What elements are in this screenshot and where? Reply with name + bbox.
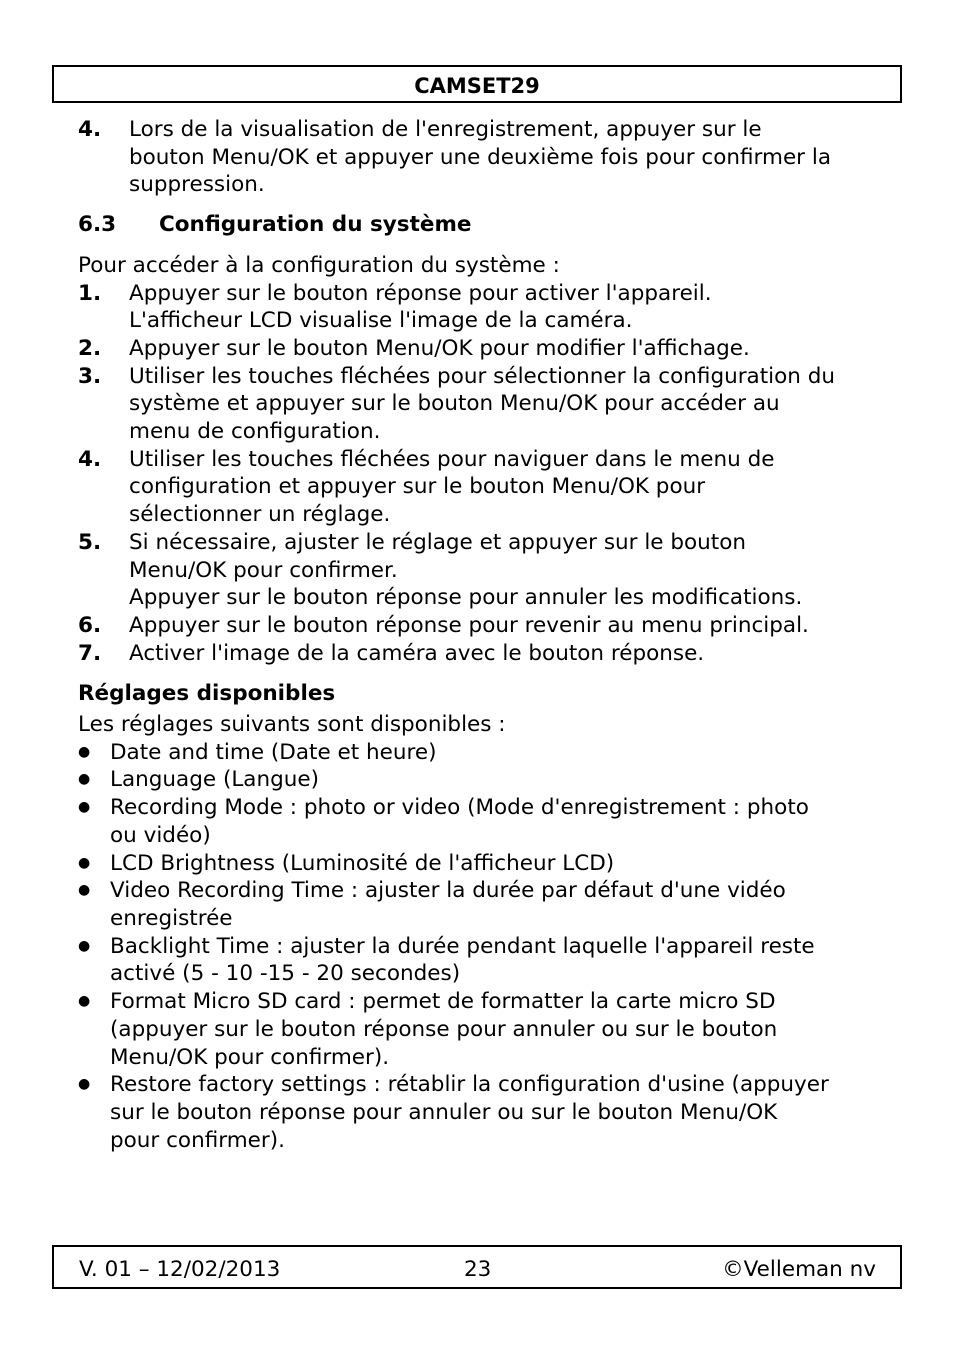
settings-item [78, 933, 898, 988]
step-text [129, 116, 898, 199]
step-item [78, 640, 898, 668]
step-item [78, 529, 898, 612]
text-line: Recording Mode : photo or video (Mode d'enregistrement : photo [110, 795, 809, 821]
text-line: LCD Brightness (Luminosité de l'afficheur LCD) [110, 850, 615, 876]
bullet-icon: ● [78, 993, 91, 1010]
text-line: Format Micro SD card : permet de formatter la carte micro SD [110, 989, 776, 1015]
bullet-icon: ● [78, 743, 91, 760]
text-line: Menu/OK pour confirmer. [129, 557, 398, 583]
page-header [52, 65, 902, 103]
settings-item [78, 794, 898, 849]
step-text [129, 446, 898, 529]
page-footer [52, 1245, 902, 1289]
footer-page-number: 23 [464, 1257, 492, 1282]
settings-item-text [110, 850, 898, 878]
text-line: configuration et appuyer sur le bouton Menu/OK pour [129, 474, 706, 500]
document-title: CAMSET29 [414, 74, 540, 98]
step-item [78, 446, 898, 529]
text-line: sur le bouton réponse pour annuler ou sur le bouton Menu/OK [110, 1099, 778, 1125]
settings-item-text [110, 988, 898, 1071]
section-heading [78, 211, 898, 239]
step-text [129, 363, 898, 446]
settings-item [78, 1071, 898, 1154]
step-number: 3. [78, 363, 102, 389]
settings-item [78, 850, 898, 878]
bullet-icon: ● [78, 937, 91, 954]
text-line: Video Recording Time : ajuster la durée par défaut d'une vidéo [110, 878, 786, 904]
settings-item-text [110, 877, 898, 932]
bullet-icon: ● [78, 771, 91, 788]
settings-item [78, 766, 898, 794]
text-line: Lors de la visualisation de l'enregistrement, appuyer sur le [129, 117, 762, 142]
step-text [129, 640, 898, 668]
step-number: 2. [78, 335, 102, 361]
steps-list [78, 280, 898, 668]
section-number: 6.3 [78, 212, 117, 238]
text-line: menu de configuration. [129, 419, 381, 445]
settings-item-text [110, 933, 898, 988]
step-item [78, 280, 898, 335]
section-intro: Pour accéder à la configuration du système : [78, 252, 560, 278]
section-title: Configuration du système [159, 212, 472, 238]
text-line: (appuyer sur le bouton réponse pour annuler ou sur le bouton [110, 1016, 778, 1042]
step-number: 7. [78, 640, 102, 666]
text-line: enregistrée [110, 905, 233, 931]
settings-item [78, 739, 898, 767]
settings-list [78, 739, 898, 1155]
text-line: Si nécessaire, ajuster le réglage et appuyer sur le bouton [129, 529, 747, 555]
step-number: 4. [78, 446, 102, 472]
settings-item-text [110, 739, 898, 767]
text-line: Date and time (Date et heure) [110, 739, 437, 765]
step-text [129, 529, 898, 612]
text-line: système et appuyer sur le bouton Menu/OK pour accéder au [129, 391, 780, 417]
text-line: pour confirmer). [110, 1127, 285, 1153]
step-text [129, 280, 898, 335]
bullet-icon: ● [78, 854, 91, 871]
page-content [78, 116, 898, 1154]
bullet-icon: ● [78, 1076, 91, 1093]
settings-item [78, 988, 898, 1071]
step-number: 6. [78, 612, 102, 638]
text-line: Utiliser les touches fléchées pour sélectionner la configuration du [129, 363, 836, 389]
text-line: Appuyer sur le bouton réponse pour activer l'appareil. [129, 280, 712, 306]
step-item [78, 335, 898, 363]
step-number: 1. [78, 280, 102, 306]
text-line: Appuyer sur le bouton réponse pour revenir au menu principal. [129, 612, 809, 638]
intro-step [78, 116, 898, 199]
text-line: sélectionner un réglage. [129, 502, 391, 528]
step-number: 5. [78, 529, 102, 555]
settings-heading: Réglages disponibles [78, 681, 336, 707]
text-line: Restore factory settings : rétablir la configuration d'usine (appuyer [110, 1072, 829, 1098]
text-line: suppression. [129, 172, 265, 198]
text-line: Appuyer sur le bouton réponse pour annuler les modifications. [129, 585, 803, 611]
text-line: Activer l'image de la caméra avec le bouton réponse. [129, 640, 705, 666]
bullet-icon: ● [78, 799, 91, 816]
settings-item-text [110, 794, 898, 849]
bullet-icon: ● [78, 882, 91, 899]
settings-intro: Les réglages suivants sont disponibles : [78, 712, 506, 738]
text-line: Menu/OK pour confirmer). [110, 1044, 390, 1070]
step-item [78, 363, 898, 446]
text-line: Backlight Time : ajuster la durée pendant laquelle l'appareil reste [110, 933, 815, 959]
text-line: Language (Langue) [110, 767, 319, 793]
footer-version: V. 01 – 12/02/2013 [79, 1257, 281, 1282]
settings-item [78, 877, 898, 932]
step-item [78, 612, 898, 640]
settings-item-text [110, 766, 898, 794]
text-line: ou vidéo) [110, 822, 211, 848]
step-text [129, 335, 898, 363]
text-line: bouton Menu/OK et appuyer une deuxième fois pour confirmer la [129, 144, 831, 170]
step-number: 4. [78, 117, 102, 142]
text-line: activé (5 - 10 -15 - 20 secondes) [110, 961, 461, 987]
settings-item-text [110, 1071, 898, 1154]
footer-copyright: ©Velleman nv [722, 1257, 876, 1282]
text-line: Utiliser les touches fléchées pour naviguer dans le menu de [129, 446, 775, 472]
text-line: Appuyer sur le bouton Menu/OK pour modifier l'affichage. [129, 335, 750, 361]
step-text [129, 612, 898, 640]
text-line: L'afficheur LCD visualise l'image de la caméra. [129, 308, 633, 334]
